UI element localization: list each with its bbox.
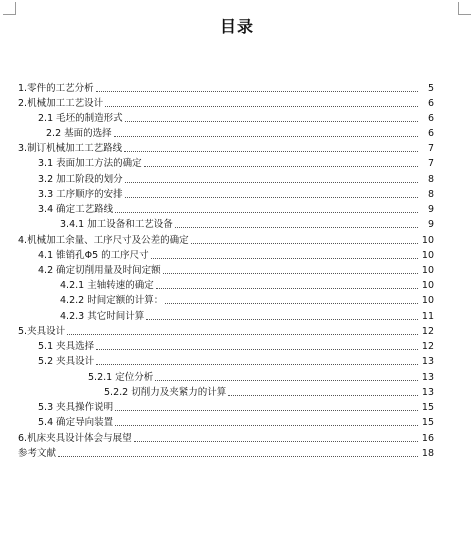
toc-page-number: 10 [421, 295, 434, 306]
toc-entry-text: 3.制订机械加工工艺路线 [18, 143, 123, 154]
toc-page-number: 10 [421, 235, 434, 246]
toc-entry[interactable] [38, 262, 434, 277]
toc-entry[interactable] [104, 384, 434, 399]
toc-leader-dots [115, 212, 418, 213]
toc-page-number: 7 [427, 143, 434, 154]
toc-entry-text: 4.1 锥销孔Φ5 的工序尺寸 [38, 250, 149, 261]
toc-page-number: 8 [427, 189, 434, 200]
toc-entry-text: 5.2.2 切削力及夹紧力的计算 [104, 387, 227, 398]
toc-leader-dots [175, 227, 418, 228]
toc-entry[interactable] [38, 399, 434, 414]
toc-page-number: 13 [421, 356, 434, 367]
toc-leader-dots [114, 136, 418, 137]
toc-leader-dots [115, 425, 418, 426]
toc-entry[interactable] [18, 430, 434, 445]
toc-entry-text: 4.2 确定切削用量及时间定额 [38, 265, 161, 276]
toc-entry-text: 4.2.3 其它时间计算 [60, 311, 145, 322]
toc-entry-text: 5.1 夹具选择 [38, 341, 95, 352]
toc-page-number: 15 [421, 417, 434, 428]
toc-entry-text: 4.机械加工余量、工序尺寸及公差的确定 [18, 235, 189, 246]
toc-leader-dots [125, 197, 418, 198]
toc-leader-dots [96, 91, 418, 92]
toc-leader-dots [228, 395, 418, 396]
toc-entry[interactable] [38, 186, 434, 201]
toc-leader-dots [96, 349, 418, 350]
toc-entry-text: 3.3 工序顺序的安排 [38, 189, 123, 200]
toc-page-number: 10 [421, 265, 434, 276]
toc-leader-dots [67, 334, 418, 335]
toc-entry-text: 4.2.2 时间定额的计算： [60, 295, 164, 306]
toc-leader-dots [115, 410, 418, 411]
toc-leader-dots [146, 319, 418, 320]
toc-leader-dots [151, 258, 418, 259]
toc-leader-dots [124, 151, 418, 152]
toc-entry[interactable] [38, 353, 434, 368]
toc-leader-dots [156, 288, 418, 289]
toc-page-number: 7 [427, 158, 434, 169]
toc-entry[interactable] [60, 292, 434, 307]
toc-entry[interactable] [18, 232, 434, 247]
toc-entry-text: 2.2 基面的选择 [46, 128, 112, 139]
toc-entry-text: 2.1 毛坯的制造形式 [38, 113, 123, 124]
toc-leader-dots [165, 303, 418, 304]
toc-entry[interactable] [38, 171, 434, 186]
toc-entry[interactable] [88, 369, 434, 384]
toc-page-number: 18 [421, 448, 434, 459]
toc-page-number: 13 [421, 372, 434, 383]
toc-entry[interactable] [18, 95, 434, 110]
toc-page-number: 10 [421, 250, 434, 261]
toc-entry[interactable] [60, 216, 434, 231]
toc-leader-dots [125, 121, 418, 122]
toc-entry[interactable] [60, 308, 434, 323]
toc-leader-dots [144, 166, 418, 167]
toc-page-number: 6 [427, 113, 434, 124]
toc-entry[interactable] [38, 201, 434, 216]
toc-entry-text: 4.2.1 主轴转速的确定 [60, 280, 154, 291]
toc-leader-dots [134, 441, 418, 442]
toc-page-number: 12 [421, 326, 434, 337]
toc-entry-text: 1.零件的工艺分析 [18, 83, 94, 94]
toc-entry-text: 5.4 确定导向装置 [38, 417, 114, 428]
toc-entry-text: 3.4 确定工艺路线 [38, 204, 114, 215]
toc-page-number: 10 [421, 280, 434, 291]
toc-entry[interactable] [38, 247, 434, 262]
toc-page-number: 9 [427, 219, 434, 230]
toc-leader-dots [125, 182, 418, 183]
toc-entry-text: 5.2 夹具设计 [38, 356, 95, 367]
toc-leader-dots [155, 380, 418, 381]
toc-entry-text: 5.3 夹具操作说明 [38, 402, 114, 413]
toc-entry-text: 3.4.1 加工设备和工艺设备 [60, 219, 173, 230]
toc-entry[interactable] [18, 323, 434, 338]
toc-entry-text: 5.夹具设计 [18, 326, 66, 337]
toc-entry[interactable] [38, 414, 434, 429]
toc-entry-text: 6.机床夹具设计体会与展望 [18, 433, 132, 444]
toc-entry[interactable] [18, 80, 434, 95]
toc-entry[interactable] [60, 277, 434, 292]
toc-page-number: 12 [421, 341, 434, 352]
page-title: 目录 [219, 17, 254, 36]
toc-leader-dots [105, 106, 418, 107]
toc-page-number: 6 [427, 128, 434, 139]
toc-leader-dots [191, 243, 418, 244]
toc-page-number: 8 [427, 174, 434, 185]
toc-leader-dots [58, 456, 418, 457]
toc-entry-text: 3.1 表面加工方法的确定 [38, 158, 142, 169]
toc-entry[interactable] [38, 155, 434, 170]
toc-entry-text: 2.机械加工工艺设计 [18, 98, 104, 109]
toc-page-number: 11 [421, 311, 434, 322]
toc-page-number: 13 [421, 387, 434, 398]
toc-leader-dots [163, 273, 418, 274]
toc-entry[interactable] [18, 140, 434, 155]
toc-leader-dots [96, 364, 418, 365]
toc-page-number: 6 [427, 98, 434, 109]
toc-entry-text: 5.2.1 定位分析 [88, 372, 154, 383]
toc-entry[interactable] [18, 445, 434, 460]
toc-entry[interactable] [38, 338, 434, 353]
toc-page-number: 16 [421, 433, 434, 444]
toc-page-number: 15 [421, 402, 434, 413]
toc-entry[interactable] [38, 110, 434, 125]
toc-page-number: 9 [427, 204, 434, 215]
toc-entry[interactable] [46, 125, 434, 140]
toc-entry-text: 参考文献 [18, 448, 57, 459]
toc-entry-text: 3.2 加工阶段的划分 [38, 174, 123, 185]
toc-page-number: 5 [427, 83, 434, 94]
